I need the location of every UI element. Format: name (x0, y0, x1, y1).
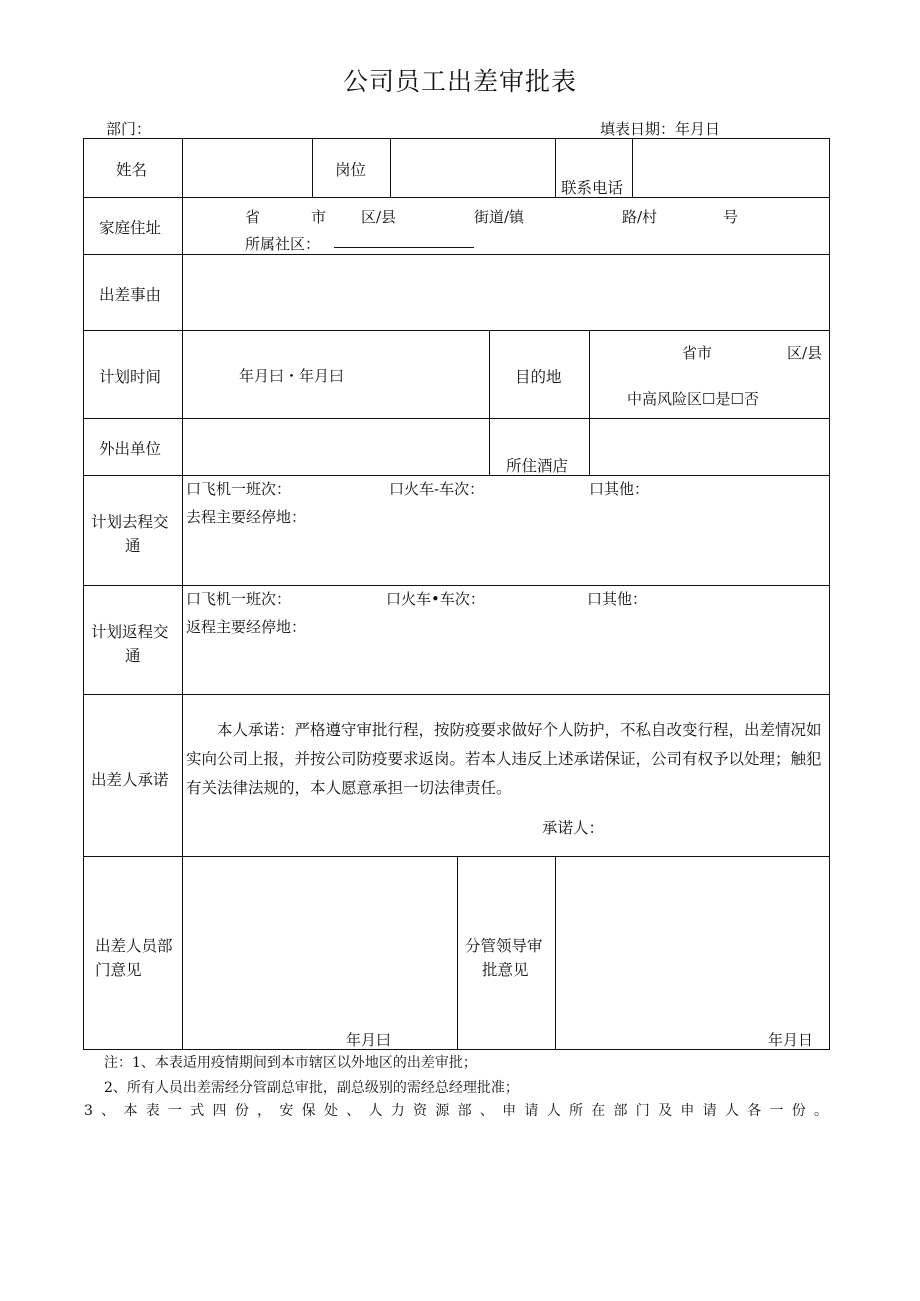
address-city: 市 (311, 208, 327, 226)
address-label: 家庭住址 (99, 219, 162, 237)
plan-time-label: 计划时间 (99, 368, 162, 386)
address-street: 街道/镇 (474, 208, 525, 226)
leader-opinion-date: 年月日 (768, 1031, 814, 1049)
phone-label: 联系电话 (561, 179, 624, 197)
department-label: 部门： (106, 120, 152, 138)
return-transport-label: 计划返程交 (91, 623, 169, 641)
address-district: 区/县 (361, 208, 397, 226)
visit-unit-field[interactable] (183, 419, 489, 475)
fill-date-label: 填表日期：年月日 (600, 120, 721, 138)
reason-label: 出差事由 (99, 286, 162, 304)
dept-opinion-label-2: 门意见 (95, 961, 142, 979)
go-stops-label: 去程主要经停地： (186, 508, 307, 526)
risk-area-checkbox[interactable]: 中高风险区☐是☐否 (627, 390, 759, 408)
leader-opinion-label-2: 批意见 (482, 961, 529, 979)
dept-opinion-field[interactable] (183, 857, 457, 1049)
name-field[interactable] (183, 139, 312, 197)
go-train-option[interactable]: 口火车-车次： (389, 480, 485, 498)
note-1: 注：1、本表适用疫情期间到本市辖区以外地区的出差审批； (104, 1055, 477, 1071)
note-2: 2、所有人员出差需经分管副总审批，副总级别的需经总经理批准； (104, 1080, 519, 1096)
go-transport-label-2: 通 (125, 537, 141, 555)
hotel-field[interactable] (590, 419, 829, 475)
position-label: 岗位 (335, 161, 367, 179)
return-plane-option[interactable]: 口飞机一班次： (186, 590, 292, 608)
promise-text: 本人承诺：严格遵守审批行程，按防疫要求做好个人防护，不私自改变行程，出差情况如实向公司上报，并按公司防疫要求返岗。若本人违反上述承诺保证，公司有权予以处理；触犯有关法律法规的，本人愿意承担一切法律责任。 (186, 721, 822, 797)
address-road: 路/村 (622, 208, 658, 226)
promise-label: 出差人承诺 (91, 771, 169, 789)
return-transport-label-2: 通 (125, 647, 141, 665)
destination-label: 目的地 (515, 368, 562, 386)
dept-opinion-date: 年月曰 (346, 1031, 392, 1049)
community-field[interactable] (334, 233, 474, 252)
go-transport-label: 计划去程交 (91, 513, 169, 531)
name-label: 姓名 (116, 161, 148, 179)
go-plane-option[interactable]: 口飞机一班次： (186, 480, 292, 498)
community-label: 所属社区： (245, 235, 321, 253)
plan-time-value[interactable]: 年月曰・年月曰 (239, 367, 345, 385)
return-other-option[interactable]: 口其他： (587, 590, 648, 608)
reason-field[interactable] (183, 255, 829, 330)
destination-province-city: 省市 (682, 344, 713, 362)
address-province: 省 (245, 208, 261, 226)
promisor-signature[interactable]: 承诺人： (542, 819, 605, 837)
address-number: 号 (723, 208, 739, 226)
phone-field[interactable] (633, 139, 829, 197)
dept-opinion-label: 出差人员部 (95, 937, 173, 955)
note-3: 3、本表一式四份，安保处、人力资源部、申请人所在部门及申请人各一份。 (84, 1103, 828, 1119)
go-other-option[interactable]: 口其他： (589, 480, 650, 498)
return-stops-label: 返程主要经停地： (186, 618, 307, 636)
visit-unit-label: 外出单位 (99, 440, 162, 458)
leader-opinion-label: 分管领导审 (465, 937, 543, 955)
return-train-option[interactable]: 口火车•车次： (386, 590, 485, 608)
form-title: 公司员工出差审批表 (342, 67, 577, 96)
destination-district: 区/县 (787, 344, 823, 362)
leader-opinion-field[interactable] (556, 857, 829, 1049)
hotel-label: 所住酒店 (506, 457, 569, 475)
position-field[interactable] (391, 139, 555, 197)
